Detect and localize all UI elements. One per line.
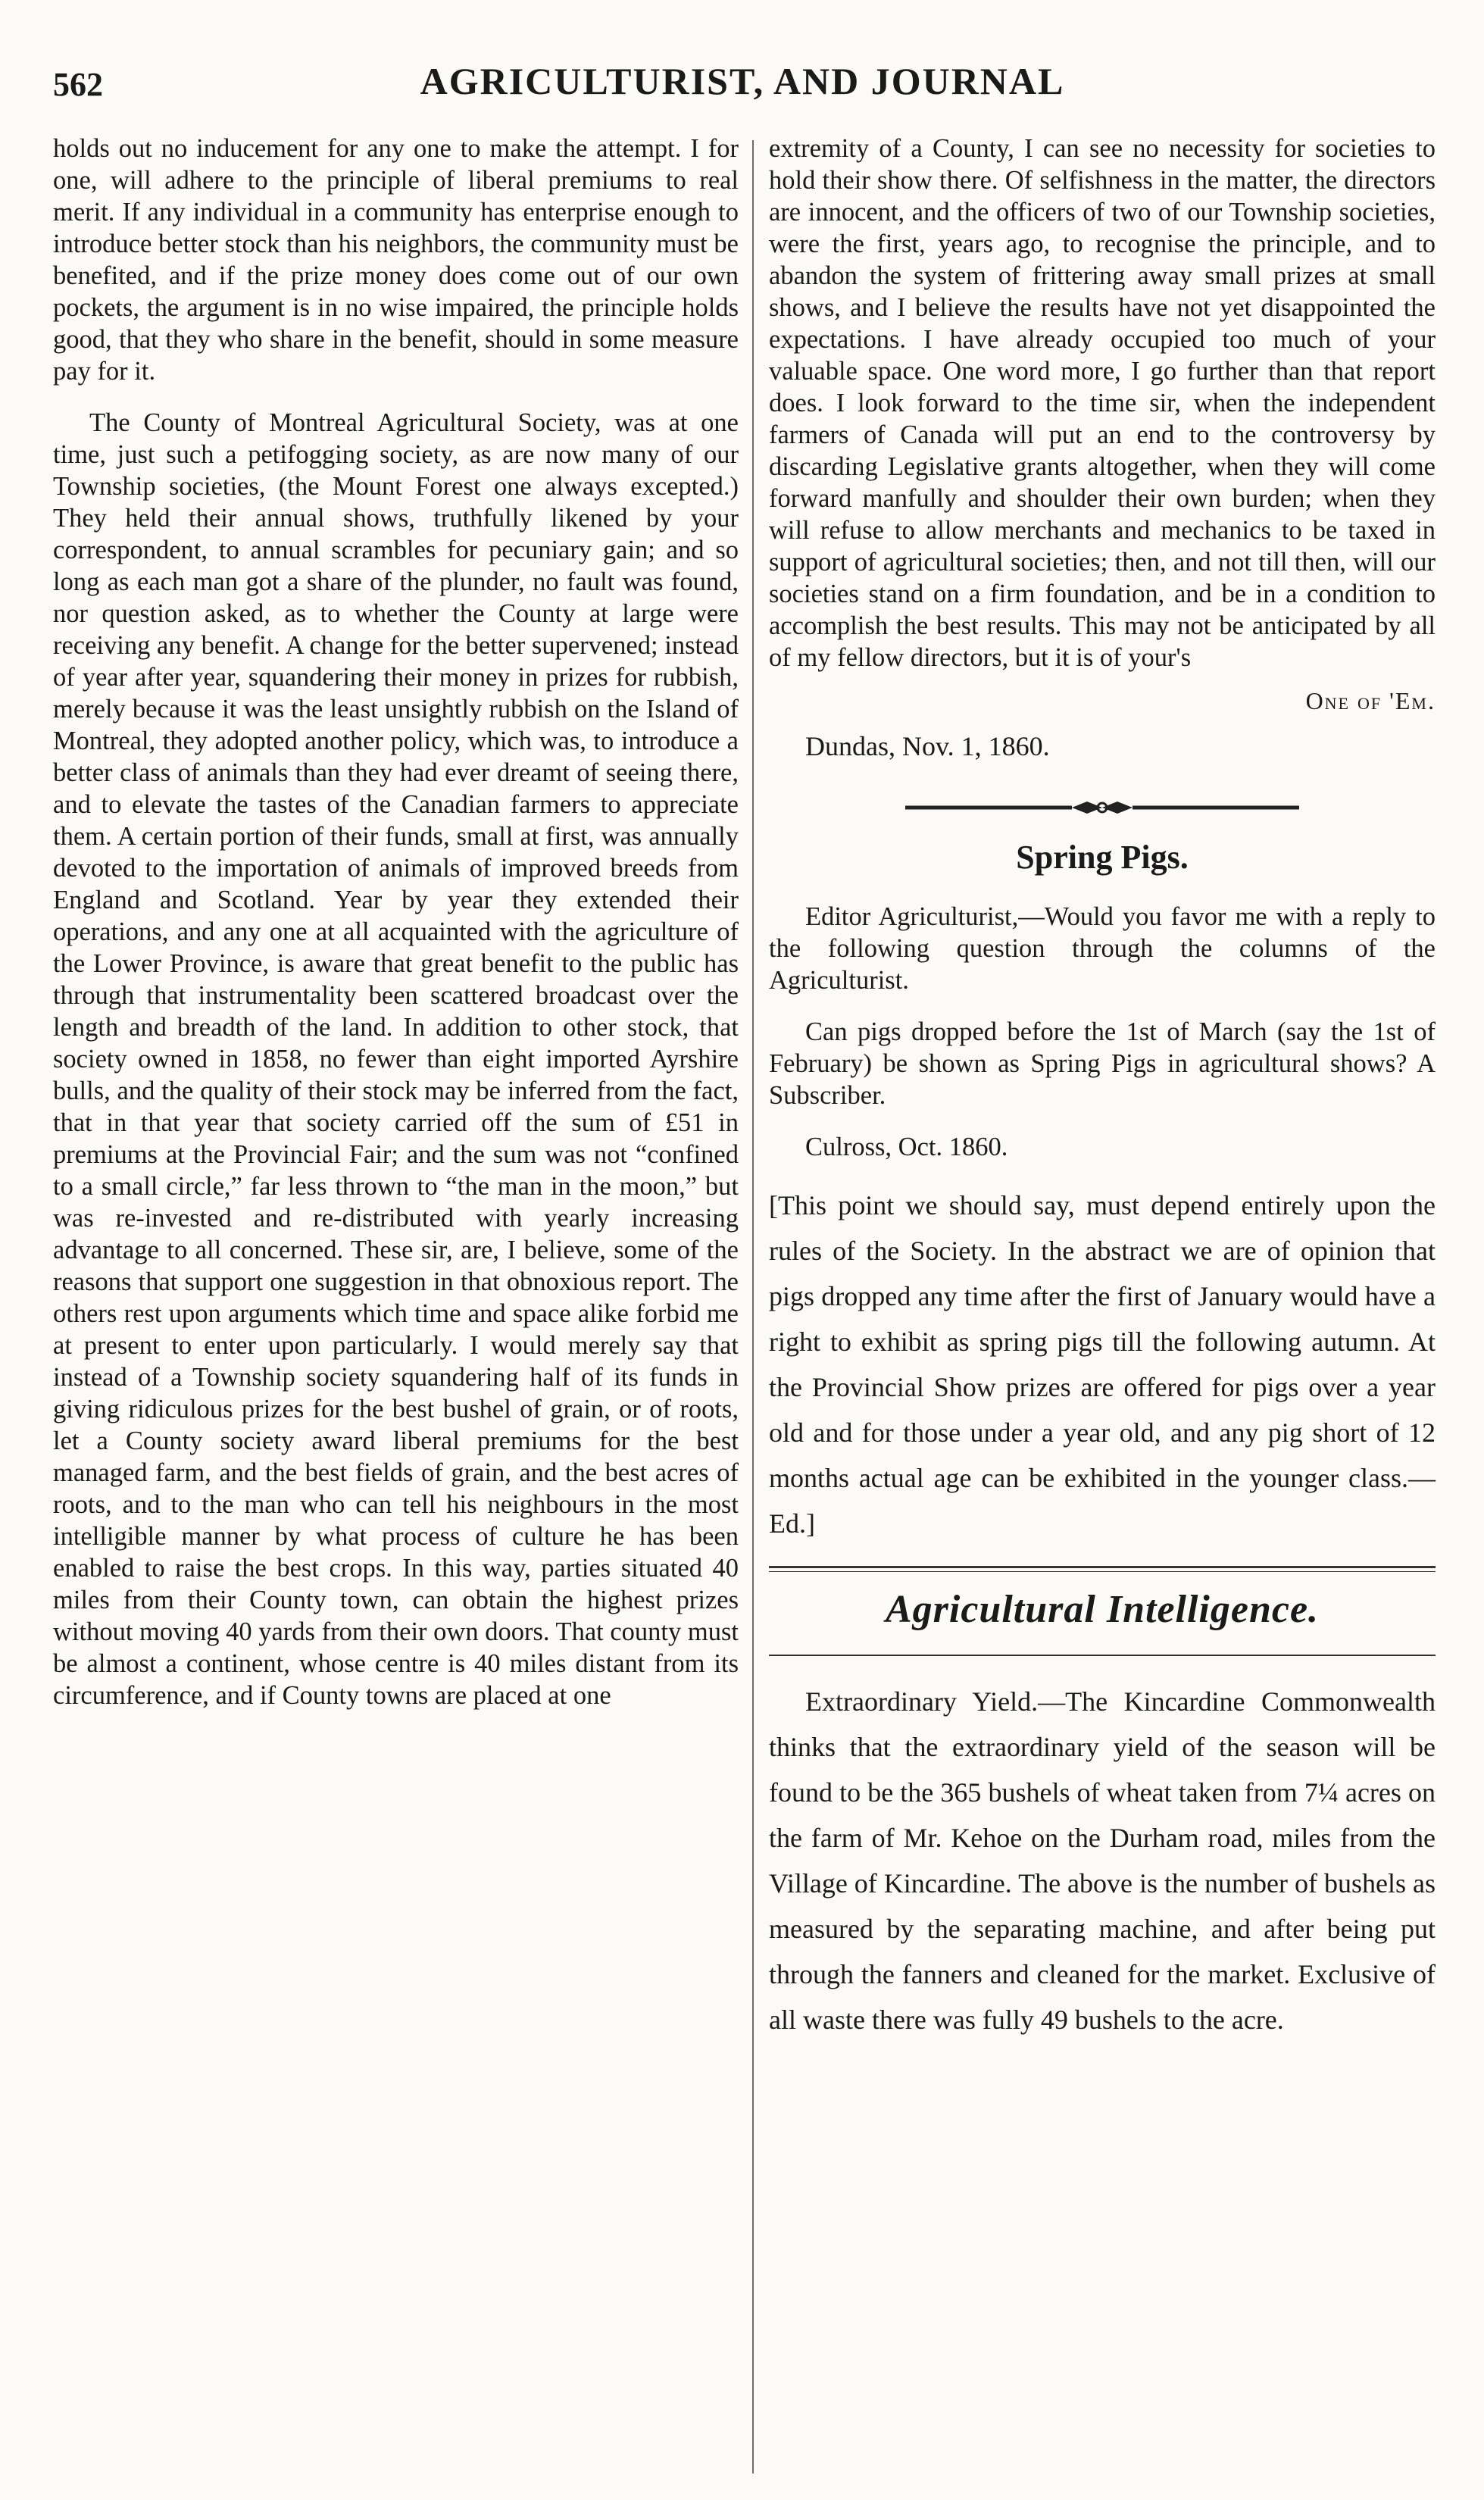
article-paragraph: The County of Montreal Agricultural Society, was at one time, just such a petifogging society, as are now many of our Township societies, (the Mount Forest one always excepted.) They held their annual shows, truthfully likened by your correspondent, to annual scrambles for pecuniary gain; and so long as each man got a share of the plunder, no fault was found, nor question asked, as to whether the County at large were receiving any benefit. A change for the better supervened; instead of year after year, squandering their money in prizes for rubbish, merely because it was the least unsightly rubbish on the Island of Montreal, they adopted another policy, which was, to introduce a better class of animals than they had ever dreamt of seeing there, and to elevate the tastes of the Canadian farmers to appreciate them. A certain portion of their funds, small at first, was annually devoted to the importation of animals of improved breeds from England and Scotland. Year by year they extended their operations, and any one at all acquainted with the agriculture of the Lower Province, is aware that great benefit to the public has through that instrumentality been scattered broadcast over the length and breadth of the land. In addition to other stock, that society owned in 1858, no fewer than eight imported Ayrshire bulls, and the quality of their stock may be inferred from the fact, that in that year that society carried off the sum of £51 in premiums at the Provincial Fair; and the sum was not “confined to a small circle,” far less thrown to “the man in the moon,” but was re-invested and re-distributed with yearly increasing advantage to all concerned. These sir, are, I believe, some of the reasons that support one suggestion in that obnoxious report. The others rest upon arguments which time and space alike forbid me at present to enter upon particularly. I would merely say that instead of a Township society squandering half of its funds in giving ridiculous prizes for the best bushel of grain, or of roots, let a County society award liberal premiums for the best managed farm, and the best fields of grain, and the best acres of roots, and to the man who can tell his neighbours in the most intelligible manner by what process of culture he has been enabled to raise the best crops. In this way, parties situated 40 miles from their County town, can obtain the highest prizes without moving 40 yards from their own doors. That county must be almost a continent, whose centre is 40 miles distant from its circumference, and if County towns are placed at one bbox=[53, 408, 739, 1710]
page-header bbox=[53, 59, 1432, 127]
reader-question: Can pigs dropped before the 1st of March (say the 1st of February) be shown as Spring Pigs in agricultural shows? A Subscriber. bbox=[769, 1017, 1436, 1110]
article-paragraph: holds out no inducement for any one to make the attempt. I for one, will adhere to the principle of liberal premiums to real merit. If any individual in a community has enterprise enough to introduce better stock than his neighbors, the community must be benefited, and if the prize money does come out of our own pockets, the argument is in no wise impaired, the principle holds good, that they who share in the benefit, should in some measure pay for it. bbox=[53, 134, 739, 386]
heading-rule bbox=[769, 1655, 1436, 1656]
letter-signature: One of 'Em. bbox=[1305, 687, 1436, 714]
editor-note: [This point we should say, must depend entirely upon the rules of the Society. In the abstract we are of opinion that pigs dropped any time after the first of January would have a right to exhibit as spring pigs till the following autumn. At the Provincial Show prizes are offered for pigs over a year old and for those under a year old, and any pig short of 12 months actual age can be exhibited in the younger class.—Ed.] bbox=[769, 1190, 1436, 1539]
left-column bbox=[53, 133, 739, 1731]
ornament-divider bbox=[898, 792, 1307, 823]
reader-place-date: Culross, Oct. 1860. bbox=[805, 1133, 1008, 1161]
reader-letter: Editor Agriculturist,—Would you favor me with a reply to the following question through the columns of the Agriculturist. bbox=[769, 902, 1436, 995]
column-divider bbox=[752, 140, 754, 2473]
spring-pigs-heading: Spring Pigs. bbox=[1016, 839, 1189, 876]
letter-dateline: Dundas, Nov. 1, 1860. bbox=[805, 731, 1050, 761]
section-rule bbox=[769, 1566, 1436, 1572]
page-number: 562 bbox=[53, 66, 103, 103]
letter-continuation: extremity of a County, I can see no necessity for societies to hold their show there. Of selfishness in the matter, the directors are innocent, and the officers of two of our Township societies, were the first, years ago, to recognise the principle, and to abandon the system of frittering away small prizes at small shows, and I believe the results have not yet disappointed the expectations. I have already occupied too much of your valuable space. One word more, I go further than that report does. I look forward to the time sir, when the independent farmers of Canada will put an end to the controversy by discarding Legislative grants altogether, when they will come forward manfully and shoulder their own burden; when they will refuse to allow merchants and mechanics to be taxed in support of agricultural societies; then, and not till then, will our societies stand on a firm foundation, and be in a condition to accomplish the best results. This may not be anticipated by all of my fellow directors, but it is of your's bbox=[769, 134, 1436, 672]
running-title: AGRICULTURIST, AND JOURNAL bbox=[420, 60, 1065, 102]
intelligence-paragraph: Extraordinary Yield.—The Kincardine Commonwealth thinks that the extraordinary yield of the season will be found to be the 365 bushels of wheat taken from 7¼ acres on the farm of Mr. Kehoe on the Durham road, miles from the Village of Kincardine. The above is the number of bushels as measured by the separating machine, and after being put through the fanners and cleaned for the market. Exclusive of all waste there was fully 49 bushels to the acre. bbox=[769, 1686, 1436, 2035]
intelligence-heading: Agricultural Intelligence. bbox=[885, 1588, 1320, 1631]
right-column bbox=[769, 133, 1436, 2062]
